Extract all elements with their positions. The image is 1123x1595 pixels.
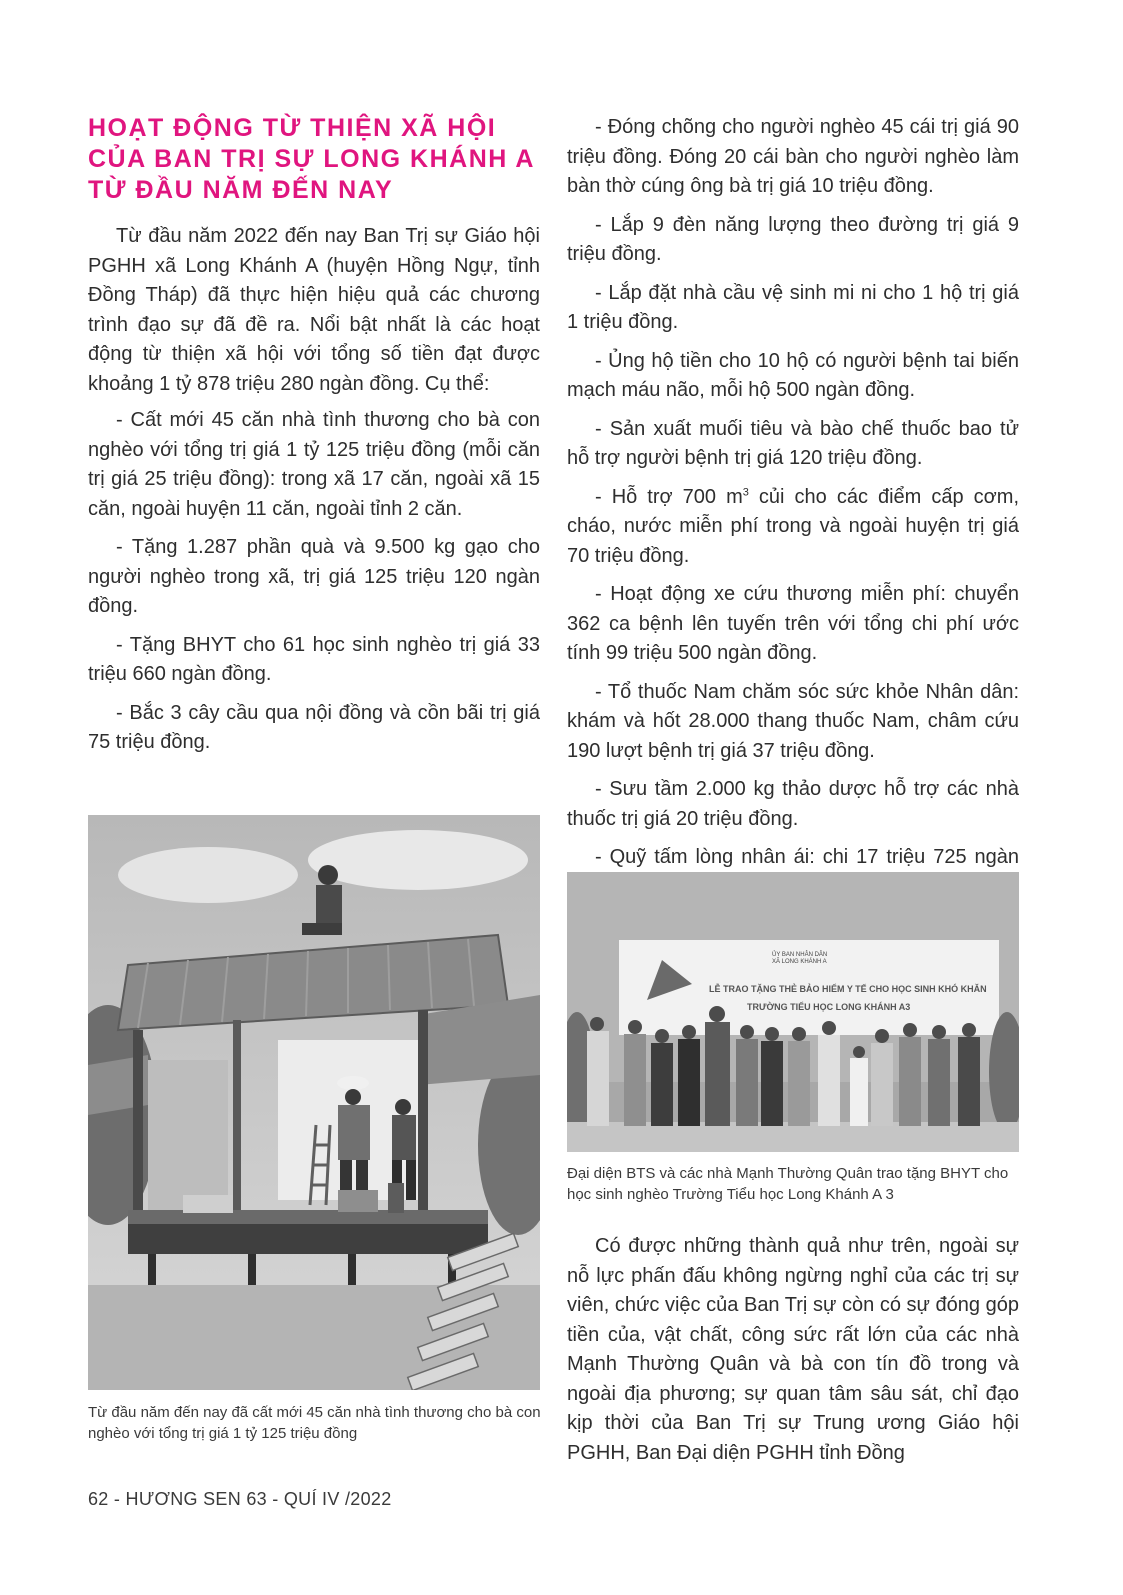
list-item: - Ủng hộ tiền cho 10 hộ có người bệnh tai biến mạch máu não, mỗi hộ 500 ngàn đồng. (567, 349, 1019, 401)
article-title: HOẠT ĐỘNG TỪ THIỆN XÃ HỘI CỦA BAN TRỊ SỰ LONG KHÁNH A TỪ ĐẦU NĂM ĐẾN NAY (88, 114, 534, 204)
group-photo-illustration (567, 872, 1019, 1152)
left-column (88, 113, 540, 767)
banner-title-line-1: LỄ TRAO TẶNG THẺ BẢO HIỂM Y TẾ CHO HỌC SINH KHÓ KHĂN (709, 984, 987, 994)
banner-title-line-2: TRƯỜNG TIỂU HỌC LONG KHÁNH A3 (747, 1002, 911, 1012)
banner-org-line-2: XÃ LONG KHÁNH A (772, 959, 827, 965)
list-item-firewood (567, 483, 1019, 572)
list-item: - Tổ thuốc Nam chăm sóc sức khỏe Nhân dân: khám và hốt 28.000 thang thuốc Nam, châm cứu 190 lượt bệnh trị giá 37 triệu đồng. (567, 680, 1019, 762)
page-footer: 62 - HƯƠNG SEN 63 - QUÍ IV /2022 (88, 1489, 392, 1509)
intro-paragraph: Từ đầu năm 2022 đến nay Ban Trị sự Giáo hội PGHH xã Long Khánh A (huyện Hồng Ngự, tỉnh Đồng Tháp) đã thực hiện hiệu quả các chương trình đạo sự đã đề ra. Nổi bật nhất là các hoạt động từ thiện xã hội với tổng số tiền đạt được khoảng 1 tỷ 878 triệu 280 ngàn đồng. Cụ thể: (88, 225, 540, 395)
house-construction-illustration (88, 815, 540, 1390)
firewood-text-after: củi cho các điểm cấp cơm, cháo, nước miễn phí trong và ngoài huyện trị giá 70 triệu đồng. (567, 485, 1019, 567)
group-photo (567, 872, 1019, 1152)
list-item: - Đóng chõng cho người nghèo 45 cái trị giá 90 triệu đồng. Đóng 20 cái bàn cho người nghèo làm bàn thờ cúng ông bà trị giá 10 triệu đồng. (567, 116, 1019, 197)
list-item: - Hoạt động xe cứu thương miễn phí: chuyển 362 ca bệnh lên tuyến trên với tổng chi phí ước tính 99 triệu 500 ngàn đồng. (567, 583, 1019, 664)
right-column-bottom (567, 1232, 1019, 1477)
list-item: - Lắp 9 đèn năng lượng theo đường trị giá 9 triệu đồng. (567, 213, 1019, 265)
list-item: - Sưu tầm 2.000 kg thảo dược hỗ trợ các nhà thuốc trị giá 20 triệu đồng. (567, 778, 1019, 830)
list-item: - Tặng 1.287 phần quà và 9.500 kg gạo cho người nghèo trong xã, trị giá 125 triệu 120 ngàn đồng. (88, 536, 540, 617)
list-item: - Quỹ tấm lòng nhân ái: chi 17 triệu 725 ngàn (595, 846, 1019, 868)
house-photo-caption: Từ đầu năm đến nay đã cất mới 45 căn nhà tình thương cho bà con nghèo với tổng trị giá 1 tỷ 125 triệu đồng (88, 1404, 541, 1442)
closing-paragraph: Có được những thành quả như trên, ngoài sự nỗ lực phấn đấu không ngừng nghỉ của các trị sự viên, chức việc của Ban Trị sự còn có sự đóng góp tiền của, vật chất, công sức rất lớn của các nhà Mạnh Thường Quân và bà con tín đồ trong và ngoài địa phương; sự quan tâm sâu sát, chỉ đạo kịp thời của Ban Trị sự Trung ương Giáo hội PGHH, Ban Đại diện PGHH tỉnh Đồng (567, 1235, 1019, 1464)
list-item: - Tặng BHYT cho 61 học sinh nghèo trị giá 33 triệu 660 ngàn đồng. (88, 633, 540, 685)
right-column (567, 113, 1019, 911)
banner-org-line-1: ỦY BAN NHÂN DÂN (772, 952, 828, 958)
list-item: - Sản xuất muối tiêu và bào chế thuốc bao tử hỗ trợ người bệnh trị giá 120 triệu đồng. (567, 417, 1019, 469)
list-item: - Bắc 3 cây cầu qua nội đồng và cồn bãi trị giá 75 triệu đồng. (88, 701, 540, 753)
firewood-text-before: - Hỗ trợ 700 m (595, 485, 743, 508)
superscript-3: 3 (742, 485, 749, 498)
house-construction-photo (88, 815, 540, 1390)
list-item: - Cất mới 45 căn nhà tình thương cho bà con nghèo với tổng trị giá 1 tỷ 125 triệu đồng (mỗi căn trị giá 25 triệu đồng): trong xã 17 căn, ngoài xã 15 căn, ngoài huyện 11 căn, ngoài tỉnh 2 căn. (88, 409, 540, 520)
group-photo-caption: Đại diện BTS và các nhà Mạnh Thường Quân trao tặng BHYT cho học sinh nghèo Trường Tiểu học Long Khánh A 3 (567, 1165, 1009, 1203)
list-item: - Lắp đặt nhà cầu vệ sinh mi ni cho 1 hộ trị giá 1 triệu đồng. (567, 281, 1019, 333)
